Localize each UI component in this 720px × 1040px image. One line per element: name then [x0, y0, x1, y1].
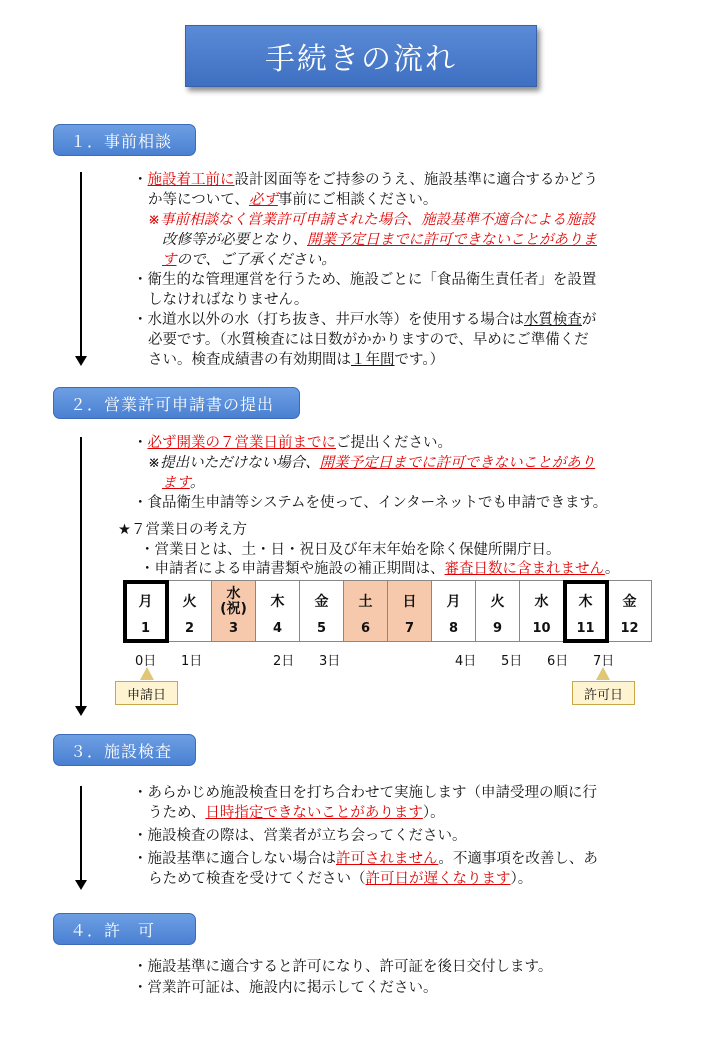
- s4-bullet-2: ・営業許可証は、施設内に掲示してください。: [133, 980, 438, 996]
- day-count: 2日: [273, 654, 295, 669]
- calendar-cell: 火 9: [476, 581, 520, 642]
- calendar-cell: 木 11: [564, 581, 608, 642]
- day-count: 7日: [593, 654, 615, 669]
- calendar-cell: 月 8: [432, 581, 476, 642]
- s2-def-1: ・営業日とは、土・日・祝日及び年末年始を除く保健所開庁日。: [140, 542, 561, 558]
- s1-bullet-3: ・水道水以外の水（打ち抜き、井戸水等）を使用する場合は水質検査が: [133, 312, 597, 328]
- day-count: 6日: [547, 654, 569, 669]
- s2-def-2: ・申請者による申請書類や施設の補正期間は、審査日数に含まれません。: [140, 561, 620, 577]
- s1-bullet-3-cont: 必要です。（水質検査には日数がかかりますので、早めにご準備くだ: [148, 332, 589, 348]
- apply-day-tag: 申請日: [115, 681, 178, 705]
- s1-note-3: すので、ご了承ください。: [162, 252, 336, 268]
- s1-bullet-1-cont: か等について、必ず事前にご相談ください。: [148, 192, 438, 208]
- day-count: 0日: [135, 654, 157, 669]
- down-arrow-icon: [80, 786, 82, 888]
- day-count: 1日: [181, 654, 203, 669]
- down-arrow-icon: [80, 437, 82, 714]
- section-header-1: １．事前相談: [53, 124, 196, 156]
- calendar-cell: 火 2: [168, 581, 212, 642]
- s2-note-2: ます。: [162, 475, 205, 491]
- section-header-3: ３．施設検査: [53, 734, 196, 766]
- day-count: 3日: [319, 654, 341, 669]
- permit-day-tag: 許可日: [572, 681, 635, 705]
- s2-star-heading: ★７営業日の考え方: [118, 522, 247, 538]
- day-count: 5日: [501, 654, 523, 669]
- day-count: 4日: [455, 654, 477, 669]
- s2-note-1: ※提出いただけない場合、開業予定日までに許可できないことがあり: [148, 455, 596, 471]
- up-arrow-icon: [596, 667, 610, 680]
- s3-bullet-1-cont: うため、日時指定できないことがあります）。: [148, 805, 445, 821]
- calendar-cell: 月 1: [124, 581, 168, 642]
- calendar-cell: 水 (祝) 3: [212, 581, 256, 642]
- s1-bullet-2: ・衛生的な管理運営を行うため、施設ごとに「食品衛生責任者」を設置: [133, 272, 597, 288]
- s3-bullet-1: ・あらかじめ施設検査日を打ち合わせて実施します（申請受理の順に行: [133, 785, 597, 801]
- s2-bullet-1: ・必ず開業の７営業日前までにご提出ください。: [133, 435, 452, 451]
- section-header-4: ４．許 可: [53, 913, 196, 945]
- s1-bullet-1: ・施設着工前に設計図面等をご持参のうえ、施設基準に適合するかどう: [133, 172, 598, 188]
- down-arrow-icon: [80, 172, 82, 364]
- s1-note-2: 改修等が必要となり、開業予定日までに許可できないことがありま: [162, 232, 597, 248]
- s1-note-1: ※事前相談なく営業許可申請された場合、施設基準不適合による施設: [148, 212, 596, 228]
- s3-bullet-3-cont: らためて検査を受けてください（許可日が遅くなります）。: [148, 871, 533, 887]
- section-header-2: ２．営業許可申請書の提出: [53, 387, 300, 419]
- s1-bullet-2-cont: しなければなりません。: [148, 292, 309, 308]
- calendar-cell: 水 10: [520, 581, 564, 642]
- s4-bullet-1: ・施設基準に適合すると許可になり、許可証を後日交付します。: [133, 959, 553, 975]
- business-day-calendar: [123, 580, 652, 642]
- s1-bullet-3-cont2: さい。検査成績書の有効期間は１年間です。）: [148, 352, 445, 368]
- s3-bullet-3: ・施設基準に適合しない場合は許可されません。不適事項を改善し、あ: [133, 851, 598, 867]
- s2-bullet-2: ・食品衛生申請等システムを使って、インターネットでも申請できます。: [133, 495, 608, 511]
- calendar-cell: 土 6: [344, 581, 388, 642]
- up-arrow-icon: [140, 667, 154, 680]
- calendar-cell: 金 5: [300, 581, 344, 642]
- calendar-cell: 金 12: [608, 581, 652, 642]
- calendar-cell: 木 4: [256, 581, 300, 642]
- page-title: 手続きの流れ: [185, 25, 537, 87]
- s3-bullet-2: ・施設検査の際は、営業者が立ち会ってください。: [133, 828, 467, 844]
- calendar-cell: 日 7: [388, 581, 432, 642]
